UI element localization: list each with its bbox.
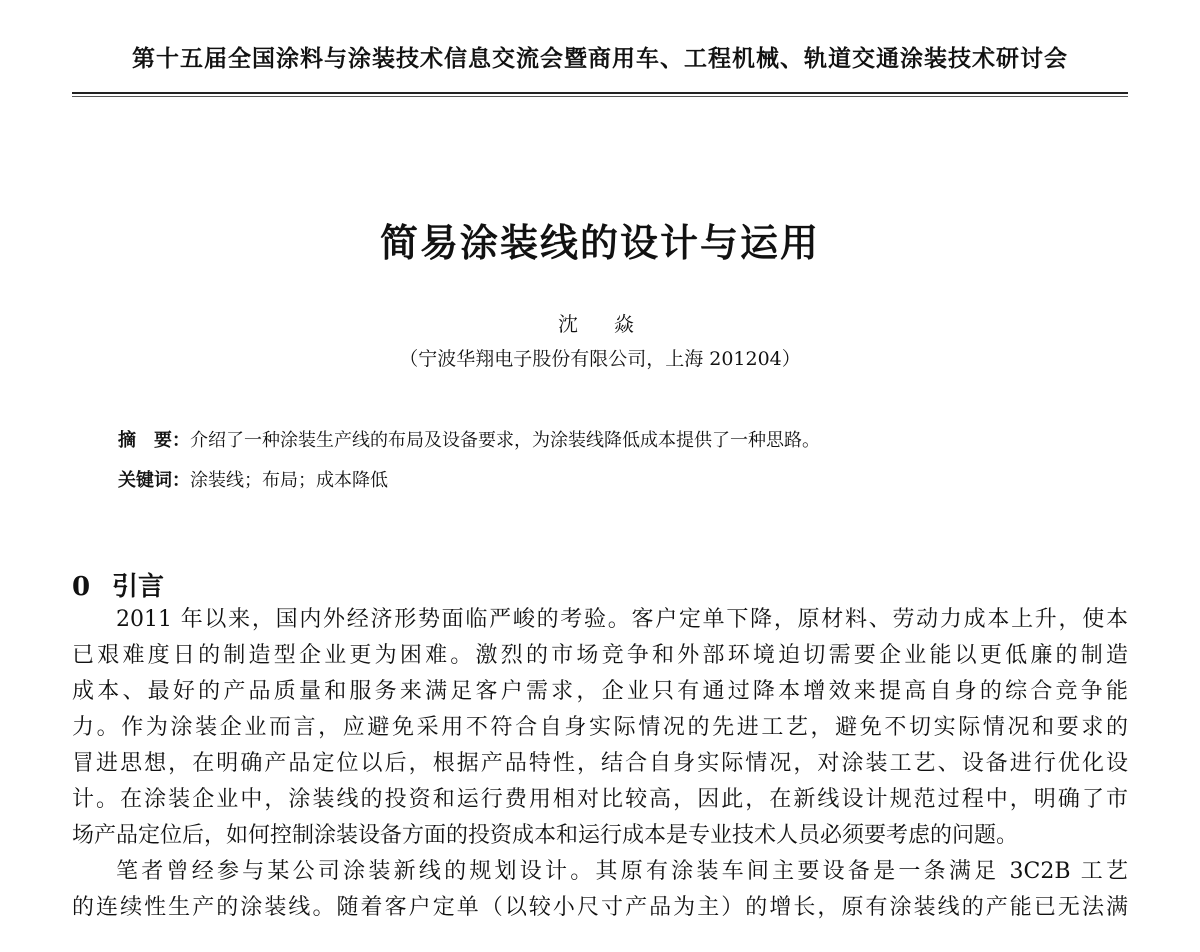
section-number: 0: [72, 572, 91, 602]
paragraph-line: 计。在涂装企业中，涂装线的投资和运行费用相对比较高，因此，在新线设计规范过程中，明确了市: [72, 787, 1128, 812]
abstract-text: 介绍了一种涂装生产线的布局及设备要求，为涂装线降低成本提供了一种思路。: [190, 430, 820, 451]
keywords: [118, 466, 1118, 492]
paragraph-line: 的连续性生产的涂装线。随着客户定单（以较小尺寸产品为主）的增长，原有涂装线的产能已无法满: [72, 895, 1128, 920]
paragraph-line: 2011 年以来，国内外经济形势面临严峻的考验。客户定单下降，原材料、劳动力成本上升，使本: [116, 607, 1128, 632]
body-paragraph-1: [72, 602, 1128, 854]
paragraph-line: 力。作为涂装企业而言，应避免采用不符合自身实际情况的先进工艺，避免不切实际情况和要求的: [72, 715, 1128, 740]
body-paragraph-2: [72, 854, 1128, 926]
keywords-text: 涂装线；布局；成本降低: [190, 470, 388, 491]
paragraph-line: 成本、最好的产品质量和服务来满足客户需求，企业只有通过降本增效来提高自身的综合竞争能: [72, 679, 1128, 704]
abstract-label: 摘 要：: [118, 430, 190, 451]
keywords-label: 关键词：: [118, 470, 190, 491]
paragraph-line: 场产品定位后，如何控制涂装设备方面的投资成本和运行成本是专业技术人员必须要考虑的问题。: [72, 823, 1019, 848]
section-heading: [72, 566, 164, 603]
section-title: 引言: [112, 572, 165, 602]
abstract: [118, 426, 1118, 452]
running-header: 第十五届全国涂料与涂装技术信息交流会暨商用车、工程机械、轨道交通涂装技术研讨会: [132, 46, 1068, 72]
paragraph-line: 笔者曾经参与某公司涂装新线的规划设计。其原有涂装车间主要设备是一条满足 3C2B 工艺: [116, 859, 1128, 884]
author-name: 沈 焱: [558, 312, 642, 336]
paper-title: 简易涂装线的设计与运用: [379, 221, 820, 265]
author-affiliation: （宁波华翔电子股份有限公司，上海 201204）: [399, 348, 801, 370]
header-rule-thick: [72, 92, 1128, 94]
paragraph-line: 已艰难度日的制造型企业更为困难。激烈的市场竞争和外部环境迫切需要企业能以更低廉的制造: [72, 643, 1128, 668]
paragraph-line: 冒进思想，在明确产品定位以后，根据产品特性，结合自身实际情况，对涂装工艺、设备进行优化设: [72, 751, 1128, 776]
header-rule-thin: [72, 96, 1128, 97]
